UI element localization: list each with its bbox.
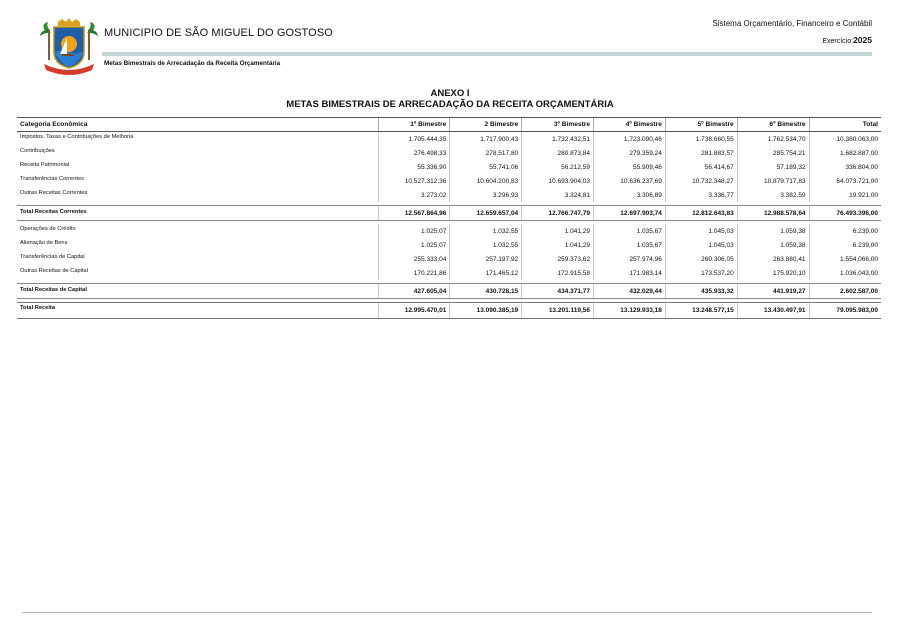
col-header: 5º Bimestre — [665, 118, 737, 132]
row-value: 12.812.643,83 — [665, 206, 737, 221]
row-value: 10.380.063,00 — [809, 132, 881, 147]
row-value: 13.090.385,19 — [450, 303, 522, 319]
municipal-coat-of-arms-logo — [38, 18, 100, 76]
row-value: 1.732.432,51 — [522, 132, 594, 147]
row-value: 76.493.396,00 — [809, 206, 881, 221]
row-value: 1.036.043,00 — [809, 266, 881, 280]
exercise-year — [822, 35, 872, 45]
row-value: 260.306,05 — [665, 252, 737, 266]
row-value: 280.873,84 — [522, 146, 594, 160]
row-value: 1.041,29 — [522, 224, 594, 238]
row-value: 10.636.237,69 — [594, 174, 666, 188]
col-header: Categoria Econômica — [17, 118, 378, 132]
row-label: Total Receita — [17, 303, 378, 319]
table-header-row — [17, 118, 881, 132]
row-value: 12.995.470,01 — [378, 303, 450, 319]
municipality-name: MUNICIPIO DE SÃO MIGUEL DO GOSTOSO — [104, 27, 333, 39]
row-value: 3.324,81 — [522, 188, 594, 202]
row-value: 79.095.983,00 — [809, 303, 881, 319]
row-value: 3.306,89 — [594, 188, 666, 202]
total-capital-revenue-row — [17, 284, 881, 299]
row-value: 12.988.578,64 — [737, 206, 809, 221]
row-label: Transferências de Capital — [20, 254, 85, 260]
row-label: Operações de Crédito — [20, 226, 76, 232]
grand-total-row — [17, 303, 881, 319]
col-header: 2 Bimestre — [450, 118, 522, 132]
table-row — [17, 132, 881, 147]
row-value: 430.728,15 — [450, 284, 522, 299]
row-value: 1.738.660,55 — [665, 132, 737, 147]
table-row — [17, 174, 881, 188]
row-value: 56.414,67 — [665, 160, 737, 174]
exercise-label: Exercício: — [822, 38, 854, 45]
row-value: 1.723.090,46 — [594, 132, 666, 147]
table-row — [17, 238, 881, 252]
row-value: 12.697.903,74 — [594, 206, 666, 221]
row-value: 55.336,90 — [378, 160, 450, 174]
row-value: 173.537,20 — [665, 266, 737, 280]
row-value: 19.921,00 — [809, 188, 881, 202]
footer-divider — [22, 612, 872, 613]
row-value: 12.766.747,79 — [522, 206, 594, 221]
row-value: 12.567.864,96 — [378, 206, 450, 221]
row-value: 55.741,06 — [450, 160, 522, 174]
row-value: 3.296,93 — [450, 188, 522, 202]
row-value: 257.197,92 — [450, 252, 522, 266]
table-row — [17, 224, 881, 238]
row-label: Contribuições — [20, 148, 55, 154]
row-value: 1.059,38 — [737, 238, 809, 252]
row-value: 279.359,24 — [594, 146, 666, 160]
row-value: 1.682.887,00 — [809, 146, 881, 160]
table-row — [17, 266, 881, 280]
table-row — [17, 146, 881, 160]
row-value: 434.371,77 — [522, 284, 594, 299]
report-subtitle: Metas Bimestrais de Arrecadação da Receita Orçamentária — [104, 60, 281, 67]
row-value: 2.602.587,00 — [809, 284, 881, 299]
row-value: 263.880,41 — [737, 252, 809, 266]
row-label: Transferências Correntes — [20, 176, 84, 182]
row-value: 1.705.444,35 — [378, 132, 450, 147]
col-header: 1º Bimestre — [378, 118, 450, 132]
col-header: 4º Bimestre — [594, 118, 666, 132]
row-value: 175.920,10 — [737, 266, 809, 280]
row-value: 13.129.933,18 — [594, 303, 666, 319]
row-value: 1.035,67 — [594, 224, 666, 238]
row-value: 3.382,59 — [737, 188, 809, 202]
table-row — [17, 188, 881, 202]
col-header: 6º Bimestre — [737, 118, 809, 132]
row-value: 281.883,57 — [665, 146, 737, 160]
row-value: 1.032,55 — [450, 238, 522, 252]
row-value: 171.983,14 — [594, 266, 666, 280]
row-value: 441.919,27 — [737, 284, 809, 299]
table-row — [17, 252, 881, 266]
report-title: METAS BIMESTRAIS DE ARRECADAÇÃO DA RECEITA ORÇAMENTÁRIA — [286, 99, 614, 110]
row-value: 172.915,58 — [522, 266, 594, 280]
row-value: 57.189,32 — [737, 160, 809, 174]
row-value: 6.239,00 — [809, 224, 881, 238]
row-value: 13.248.577,15 — [665, 303, 737, 319]
row-value: 1.554.066,00 — [809, 252, 881, 266]
row-value: 64.073.721,00 — [809, 174, 881, 188]
row-value: 1.025,07 — [378, 238, 450, 252]
row-value: 1.717.900,43 — [450, 132, 522, 147]
row-value: 1.762.534,70 — [737, 132, 809, 147]
row-value: 1.041,29 — [522, 238, 594, 252]
row-value: 278.517,80 — [450, 146, 522, 160]
row-value: 10.604.200,83 — [450, 174, 522, 188]
row-value: 285.754,21 — [737, 146, 809, 160]
col-header: 3º Bimestre — [522, 118, 594, 132]
row-label: Total Receitas Correntes — [17, 206, 378, 221]
row-value: 13.430.497,91 — [737, 303, 809, 319]
row-value: 10.527.312,36 — [378, 174, 450, 188]
row-label: Alienação de Bens — [20, 240, 68, 246]
row-value: 10.732.348,27 — [665, 174, 737, 188]
exercise-value: 2025 — [853, 35, 872, 45]
row-value: 257.974,96 — [594, 252, 666, 266]
annex-title: ANEXO I — [430, 88, 470, 99]
row-value: 1.032,55 — [450, 224, 522, 238]
row-value: 170.221,86 — [378, 266, 450, 280]
row-value: 435.933,32 — [665, 284, 737, 299]
row-value: 171.465,12 — [450, 266, 522, 280]
row-value: 1.059,38 — [737, 224, 809, 238]
table-row — [17, 160, 881, 174]
row-value: 6.239,00 — [809, 238, 881, 252]
row-label: Receita Patrimonial — [20, 162, 70, 168]
row-value: 336.804,00 — [809, 160, 881, 174]
row-value: 259.373,62 — [522, 252, 594, 266]
row-value: 3.273,02 — [378, 188, 450, 202]
row-value: 12.659.657,04 — [450, 206, 522, 221]
row-value: 55.909,46 — [594, 160, 666, 174]
revenue-goals-table — [17, 117, 881, 319]
row-value: 255.333,04 — [378, 252, 450, 266]
system-name: Sistema Orçamentário, Financeiro e Contábil — [712, 19, 872, 28]
row-value: 427.605,04 — [378, 284, 450, 299]
row-value: 276.498,33 — [378, 146, 450, 160]
total-current-revenue-row — [17, 206, 881, 221]
row-label: Outras Receitas Correntes — [20, 190, 88, 196]
row-value: 10.693.904,03 — [522, 174, 594, 188]
row-value: 432.029,44 — [594, 284, 666, 299]
header-divider — [102, 52, 872, 56]
row-value: 1.025,07 — [378, 224, 450, 238]
row-label: Impostos, Taxas e Contribuições de Melhoria — [20, 134, 134, 140]
row-value: 10.879.717,83 — [737, 174, 809, 188]
col-header: Total — [809, 118, 881, 132]
row-value: 1.045,03 — [665, 224, 737, 238]
row-value: 1.045,03 — [665, 238, 737, 252]
row-label: Total Receitas de Capital — [17, 284, 378, 299]
row-label: Outras Receitas de Capital — [20, 268, 88, 274]
row-value: 13.201.119,56 — [522, 303, 594, 319]
row-value: 56.212,59 — [522, 160, 594, 174]
row-value: 1.035,67 — [594, 238, 666, 252]
row-value: 3.336,77 — [665, 188, 737, 202]
